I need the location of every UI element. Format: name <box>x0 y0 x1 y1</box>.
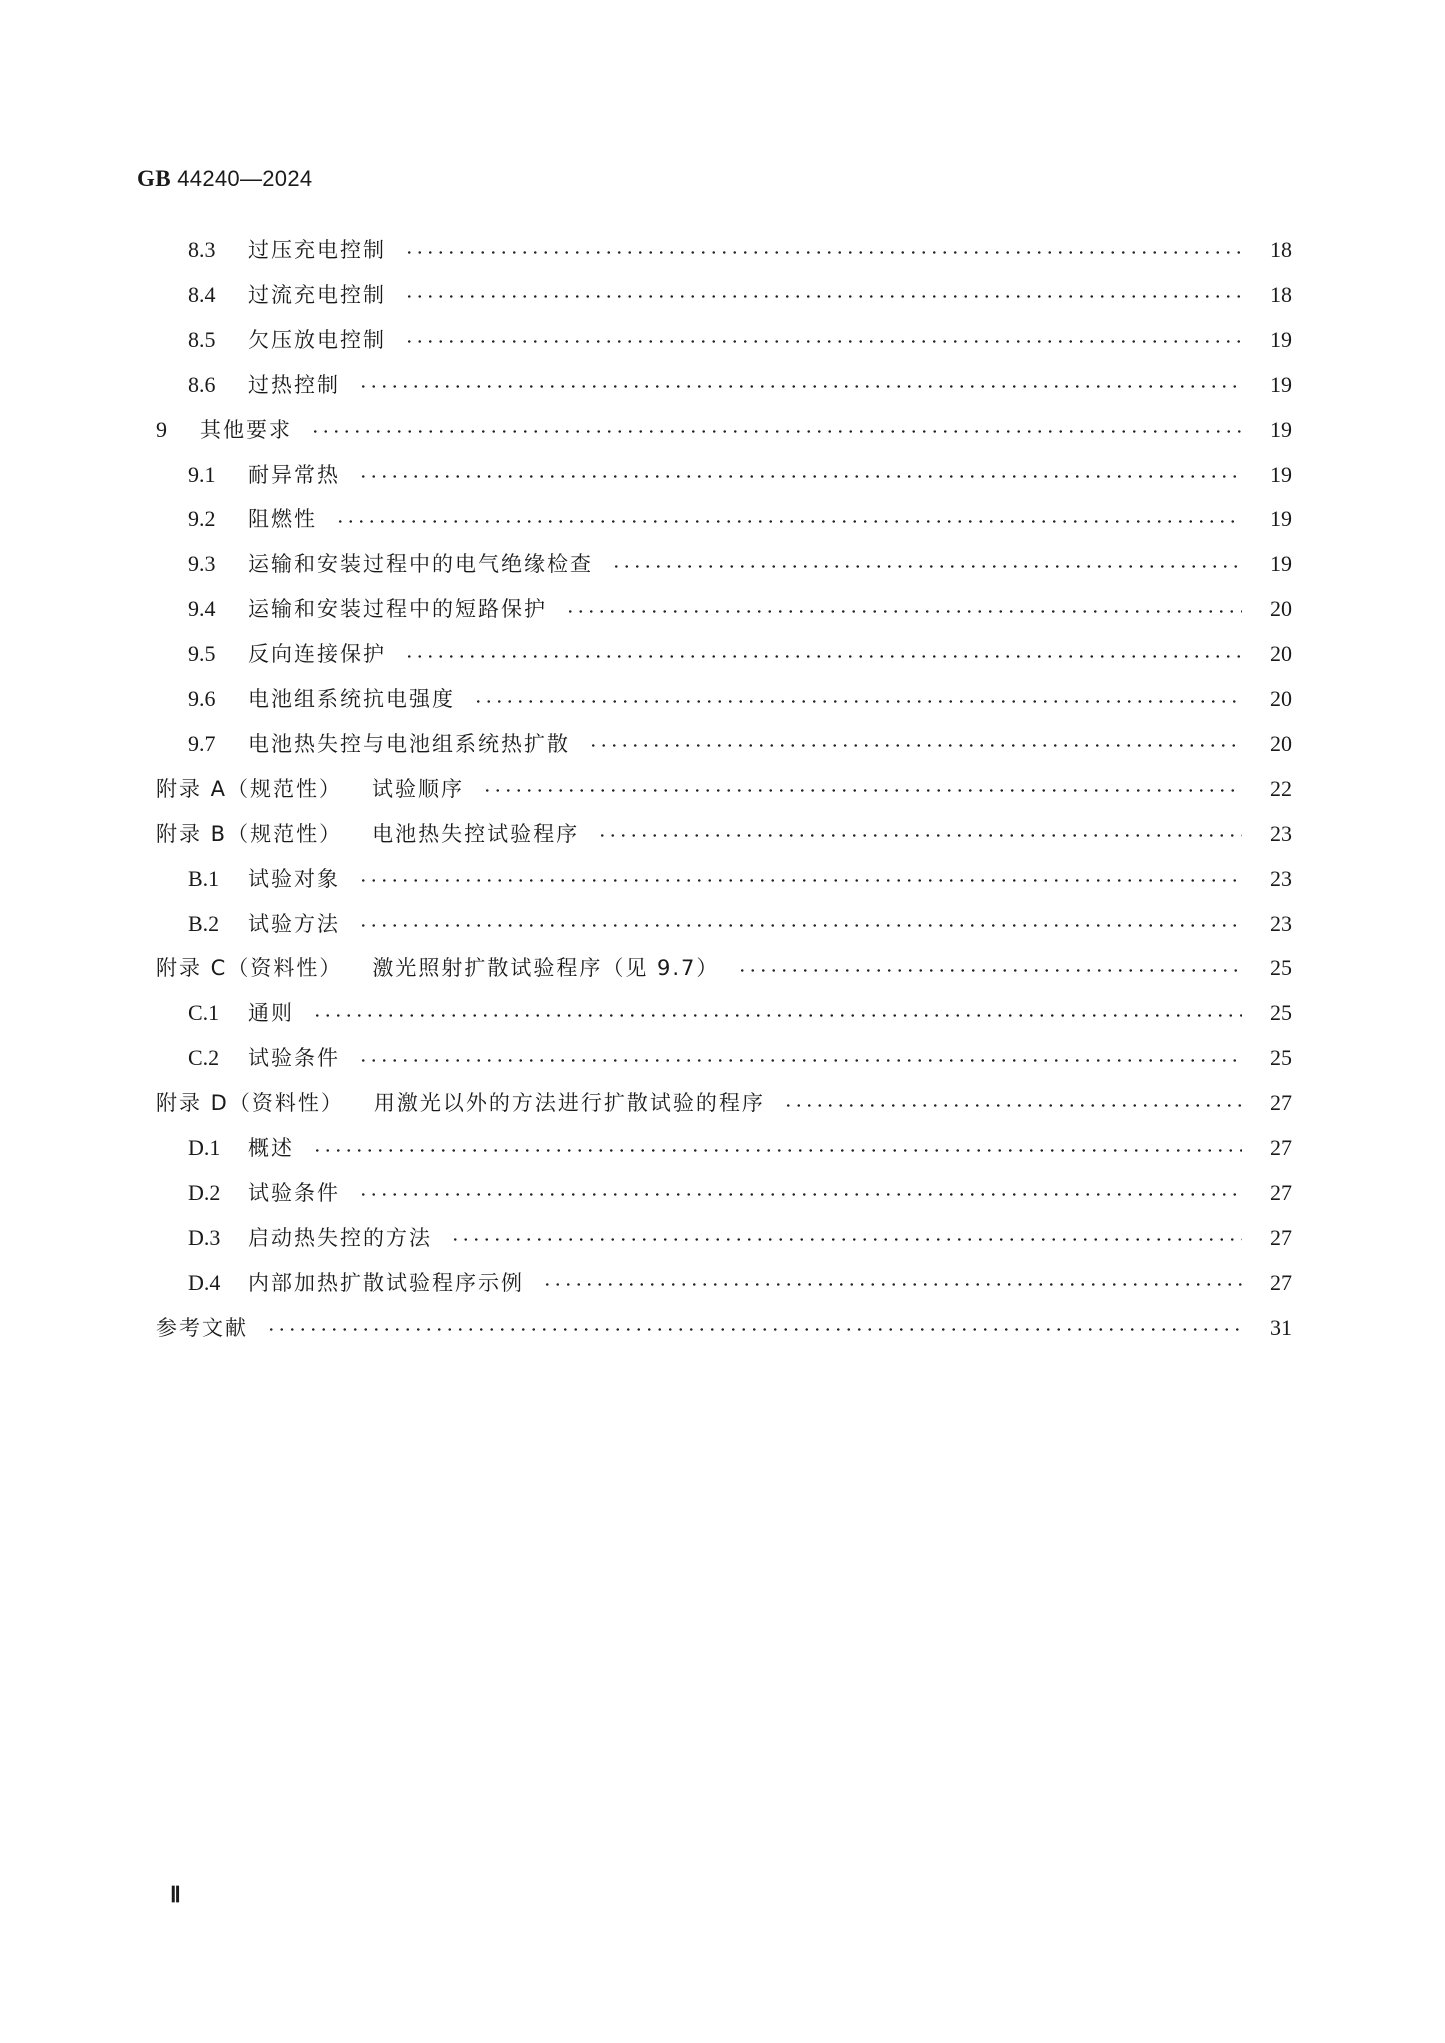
dot-leader <box>565 610 1242 613</box>
dot-leader <box>597 834 1242 837</box>
toc-entry-title: 试验条件 <box>248 1046 340 1071</box>
toc-entry-title: 运输和安装过程中的短路保护 <box>248 597 547 622</box>
dot-leader <box>358 1059 1242 1062</box>
toc-entry[interactable] <box>188 232 1292 268</box>
toc-entry-annex-a[interactable] <box>156 771 1292 807</box>
toc-entry-number: 8.5 <box>188 326 216 352</box>
toc-entry[interactable] <box>188 636 1292 672</box>
toc-entry-number: C.2 <box>188 1045 220 1071</box>
toc-entry-title: 反向连接保护 <box>248 642 386 667</box>
toc-entry-page: 19 <box>1270 551 1292 577</box>
toc-entry-page: 18 <box>1270 237 1292 262</box>
page-number: Ⅱ <box>170 1882 180 1907</box>
toc-entry-page: 23 <box>1270 865 1292 891</box>
toc-entry[interactable] <box>188 1130 1292 1166</box>
dot-leader <box>542 1283 1242 1286</box>
toc-entry-page: 27 <box>1270 1179 1292 1205</box>
toc-entry-page: 20 <box>1270 641 1292 667</box>
toc-entry-number: 9.6 <box>188 686 216 711</box>
toc-entry[interactable] <box>188 995 1292 1031</box>
dot-leader <box>358 1193 1242 1196</box>
toc-entry-number: 8.6 <box>188 371 216 397</box>
toc-entry-number: 9.1 <box>188 461 216 487</box>
toc-entry-page: 19 <box>1270 416 1292 442</box>
dot-leader <box>404 251 1242 254</box>
toc-entry-page: 25 <box>1270 955 1292 981</box>
toc-entry[interactable] <box>188 861 1292 897</box>
toc-entry-number: 8.3 <box>188 237 216 262</box>
annex-label: 附录 D（资料性） <box>156 1091 344 1116</box>
toc-entry-page: 19 <box>1270 326 1292 352</box>
toc-entry-page: 18 <box>1270 281 1292 307</box>
toc-entry-page: 19 <box>1270 461 1292 487</box>
dot-leader <box>450 1238 1242 1241</box>
dot-leader <box>404 655 1242 658</box>
toc-entry-number: 9.4 <box>188 596 216 622</box>
toc-entry-references[interactable] <box>156 1310 1292 1346</box>
toc-entry-title: 试验条件 <box>248 1180 340 1205</box>
toc-entry-page: 27 <box>1270 1269 1292 1295</box>
toc-entry[interactable] <box>188 1175 1292 1211</box>
toc-entry[interactable] <box>188 322 1292 358</box>
toc-entry-annex-d[interactable] <box>156 1085 1292 1121</box>
dot-leader <box>783 1104 1242 1107</box>
toc-entry-page: 27 <box>1270 1224 1292 1250</box>
toc-entry-number: D.1 <box>188 1135 221 1160</box>
toc-entry-page: 20 <box>1270 596 1292 622</box>
toc-entry-page: 20 <box>1270 686 1292 711</box>
toc-entry-number: 9 <box>156 416 167 442</box>
dot-leader <box>312 1149 1242 1152</box>
dot-leader <box>266 1328 1242 1331</box>
toc-entry-number: 9.2 <box>188 506 216 532</box>
document-header <box>137 166 312 192</box>
dot-leader <box>473 700 1242 703</box>
toc-entry-title: 概述 <box>248 1136 294 1160</box>
toc-entry-number: D.3 <box>188 1224 221 1250</box>
toc-entry[interactable] <box>188 501 1292 537</box>
toc-entry-title: 电池热失控试验程序 <box>372 821 580 846</box>
annex-label: 附录 B（规范性） <box>156 821 343 846</box>
toc-entry-number: B.1 <box>188 865 220 891</box>
dot-leader <box>737 969 1242 972</box>
toc-entry-number: 8.4 <box>188 281 216 307</box>
toc-entry-page: 25 <box>1270 1000 1292 1026</box>
toc-entry[interactable] <box>188 906 1292 942</box>
toc-entry-page: 31 <box>1270 1314 1292 1340</box>
toc-entry-title: 通则 <box>248 1001 294 1026</box>
toc-entry-title: 欠压放电控制 <box>248 327 386 352</box>
dot-leader <box>358 385 1242 388</box>
standard-prefix: GB <box>137 166 171 191</box>
toc-entry-title: 阻燃性 <box>248 507 317 532</box>
dot-leader <box>404 340 1242 343</box>
toc-entry-title: 激光照射扩散试验程序（见 9.7） <box>372 956 720 981</box>
toc-entry[interactable] <box>188 457 1292 493</box>
toc-entry-page: 27 <box>1270 1135 1292 1160</box>
toc-entry-title: 用激光以外的方法进行扩散试验的程序 <box>373 1091 765 1116</box>
dot-leader <box>310 430 1242 433</box>
dot-leader <box>358 475 1242 478</box>
toc-entry-title: 内部加热扩散试验程序示例 <box>248 1270 524 1295</box>
toc-entry-page: 19 <box>1270 506 1292 532</box>
toc-entry-title: 启动热失控的方法 <box>248 1225 432 1250</box>
toc-entry-title: 过压充电控制 <box>248 238 386 262</box>
dot-leader <box>482 789 1242 792</box>
dot-leader <box>312 1014 1242 1017</box>
toc-entry-number: D.2 <box>188 1179 221 1205</box>
toc-entry[interactable] <box>188 1040 1292 1076</box>
toc-entry-number: 9.3 <box>188 551 216 577</box>
dot-leader <box>404 295 1242 298</box>
toc-entry-page: 27 <box>1270 1090 1292 1116</box>
toc-entry-page: 25 <box>1270 1045 1292 1071</box>
toc-entry-annex-c[interactable] <box>156 950 1292 986</box>
toc-entry-title: 电池热失控与电池组系统热扩散 <box>248 731 570 756</box>
toc-entry-title: 电池组系统抗电强度 <box>248 687 455 711</box>
dot-leader <box>358 924 1242 927</box>
toc-entry-title: 试验方法 <box>248 911 340 936</box>
toc-entry-number: 9.5 <box>188 641 216 667</box>
toc-entry-number: B.2 <box>188 910 220 936</box>
toc-entry-annex-b[interactable] <box>156 816 1292 852</box>
toc-entry-number: C.1 <box>188 1000 220 1026</box>
dot-leader <box>611 565 1242 568</box>
toc-entry[interactable] <box>188 1220 1292 1256</box>
toc-entry-page: 20 <box>1270 730 1292 756</box>
toc-entry-title: 试验顺序 <box>372 776 465 801</box>
dot-leader <box>588 744 1242 747</box>
toc-entry-title: 耐异常热 <box>248 462 340 487</box>
toc-entry-title: 其他要求 <box>200 417 292 442</box>
dot-leader <box>335 520 1242 523</box>
toc-entry[interactable] <box>188 726 1292 762</box>
toc-entry-title: 运输和安装过程中的电气绝缘检查 <box>248 552 593 577</box>
toc-entry[interactable] <box>188 591 1292 627</box>
toc-entry[interactable] <box>156 412 1292 448</box>
toc-entry-number: D.4 <box>188 1269 221 1295</box>
annex-label: 附录 C（资料性） <box>156 956 343 981</box>
toc-entry-title: 过流充电控制 <box>248 282 386 307</box>
toc-entry-page: 23 <box>1270 820 1292 846</box>
toc-entry[interactable] <box>188 546 1292 582</box>
annex-label: 附录 A（规范性） <box>156 776 343 801</box>
toc-entry-title: 试验对象 <box>248 866 340 891</box>
toc-entry-number: 9.7 <box>188 730 216 756</box>
toc-entry-page: 22 <box>1270 775 1292 801</box>
toc-entry-title: 参考文献 <box>156 1315 248 1340</box>
toc-entry-title: 过热控制 <box>248 372 340 397</box>
toc-entry[interactable] <box>188 1265 1292 1301</box>
dot-leader <box>358 879 1242 882</box>
toc-entry-page: 23 <box>1270 910 1292 936</box>
toc-entry[interactable] <box>188 681 1292 717</box>
toc-entry-page: 19 <box>1270 371 1292 397</box>
standard-number: 44240—2024 <box>177 166 313 191</box>
toc-entry[interactable] <box>188 367 1292 403</box>
toc-entry[interactable] <box>188 277 1292 313</box>
